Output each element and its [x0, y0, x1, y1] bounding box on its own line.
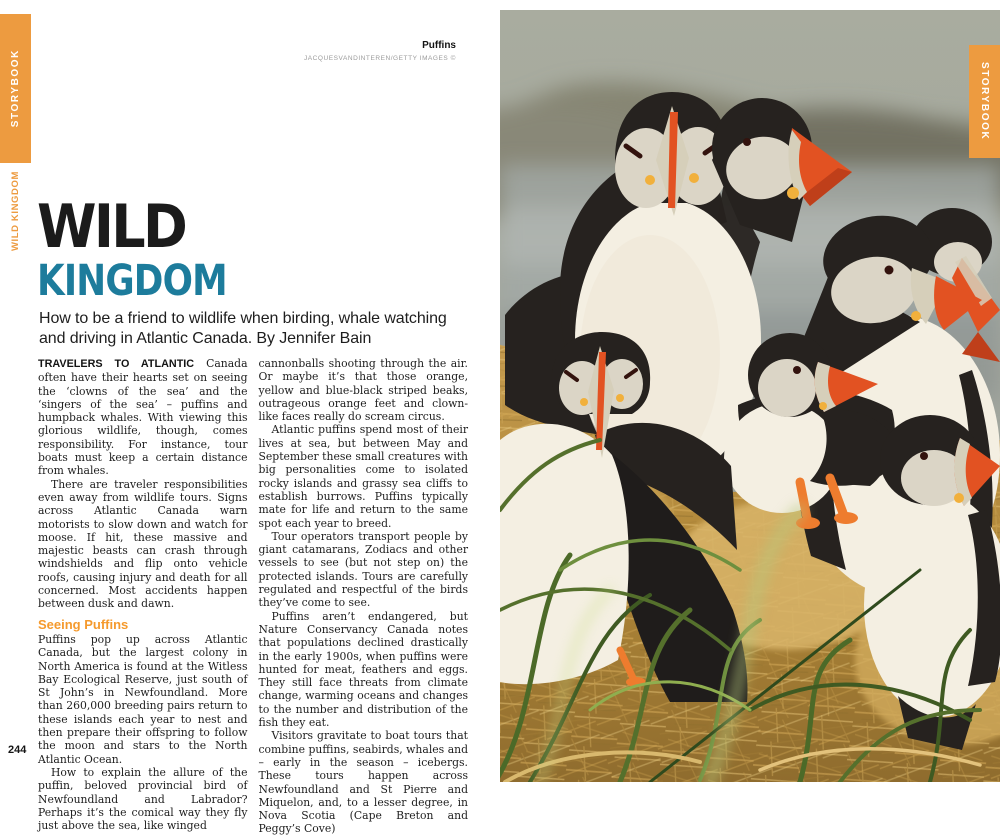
puffins-photo — [500, 10, 1000, 782]
body-paragraph: There are traveler responsibilities even away from wildlife tours. Signs across Atlantic Canada warn motorists to slow down and watch for moose. If hit, these massive and majestic beasts can crash through windshields and flip onto vehicle roofs, causing injury and death for all concerned. Most accidents happen between dusk and dawn. — [38, 477, 248, 611]
body-paragraph: cannonballs shooting through the air. Or maybe it’s that those orange, yellow and blue-black striped beaks, outrageous orange feet and clown-like faces really do scream circus. — [258, 357, 468, 424]
photo-credit: JACQUESVANDINTEREN/GETTY IMAGES © — [304, 55, 456, 62]
article-side-label — [0, 168, 31, 254]
storybook-section-tab-right — [969, 45, 1000, 158]
puffins-photo-art — [500, 10, 1000, 782]
standfirst: How to be a friend to wildlife when birding, whale watching and driving in Atlantic Canada. By Jennifer Bain — [39, 310, 447, 347]
article-body — [38, 357, 468, 836]
body-paragraph: Puffins pop up across Atlantic Canada, but the largest colony in North America is found at the Witless Bay Ecological Reserve, just south of St John’s in Newfoundland. More than 260,000 breeding pairs return to these islands each year to nest and then prepare their offspring to follow the moon and stars to the North Atlantic Ocean. — [38, 632, 248, 766]
photo-caption-block — [238, 40, 456, 62]
storybook-tab-label: STORYBOOK — [979, 62, 990, 141]
body-paragraph: How to explain the allure of the puffin, beloved provincial bird of Newfoundland and Labrador? Perhaps it’s the comical way they fly just above the sea, like winged — [38, 765, 248, 833]
body-paragraph: Puffins aren’t endangered, but Nature Conservancy Canada notes that populations declined drastically in the early 1900s, when puffins were hunted for meat, feathers and eggs. They still face threats from climate change, warming oceans and changes to the number and distribution of the fish they eat. — [258, 609, 468, 730]
body-paragraph: TRAVELERS TO ATLANTIC Canada often have their hearts set on seeing the ‘clowns of the sea’ and the ‘singers of the sea’ – puffins and humpback whales. With viewing this glorious wildlife, though, comes responsibility. For instance, tour boats must keep a certain distance from whales. — [38, 357, 248, 478]
page-number: 244 — [8, 744, 27, 756]
body-paragraph: Tour operators transport people by giant catamarans, Zodiacs and other vessels to see (but not step on) the protected islands. Tours are carefully regulated and respectful of the birds they’ve come to see. — [258, 529, 468, 610]
storybook-tab-label: STORYBOOK — [10, 49, 21, 128]
lead-in: TRAVELERS TO ATLANTIC — [38, 358, 207, 370]
headline-line-2: KINGDOM — [37, 256, 227, 306]
storybook-section-tab-left — [0, 14, 31, 163]
section-heading: Seeing Puffins — [38, 616, 129, 632]
article-headline — [37, 192, 266, 306]
headline-line-1: WILD — [37, 192, 186, 262]
article-column — [259, 357, 469, 836]
body-paragraph: Atlantic puffins spend most of their lives at sea, but between May and September these small creatures with big personalities come to isolated rocky islands and grassy sea cliffs to establish burrows. Puffins typically mate for life and return to the same spot each year to breed. — [258, 423, 468, 530]
article-column — [38, 357, 248, 836]
body-paragraph: Visitors gravitate to boat tours that combine puffins, seabirds, whales and – early in the season – icebergs. These tours happen across Newfoundland and St Pierre and Miquelon, and, to a lesser degree, in Nova Scotia (Cape Breton and Peggy’s Cove) — [258, 729, 468, 836]
photo-caption: Puffins — [422, 40, 456, 51]
article-side-label-text: WILD KINGDOM — [10, 170, 21, 252]
